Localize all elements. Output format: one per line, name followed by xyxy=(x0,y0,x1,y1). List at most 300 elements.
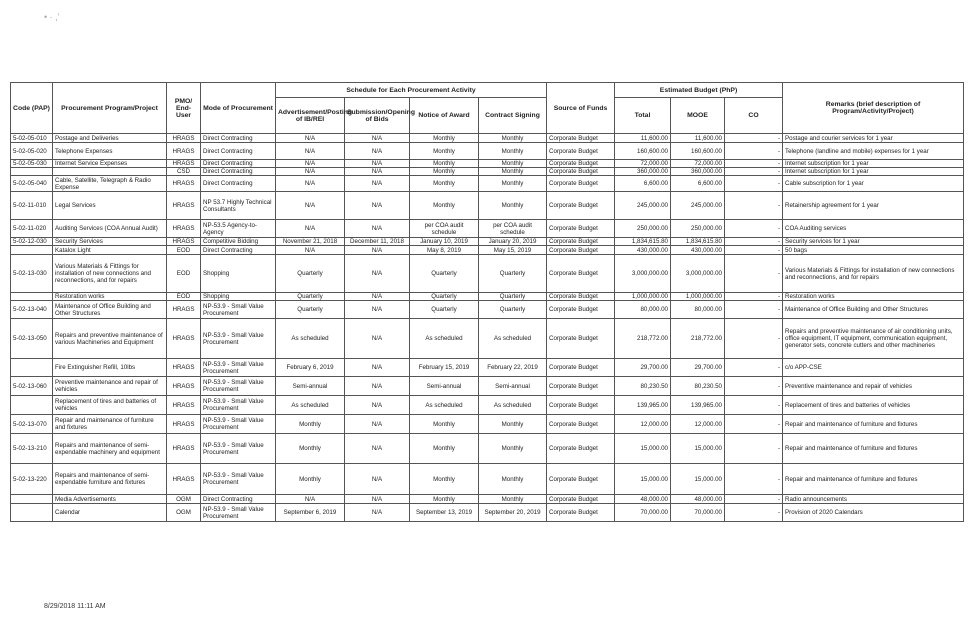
cell-submission-date: N/A xyxy=(345,192,410,220)
cell-mooe-budget: 29,700.00 xyxy=(671,359,725,377)
cell-source-of-funds: Corporate Budget xyxy=(547,434,615,464)
cell-pap-code: 5-02-05-020 xyxy=(11,143,53,160)
cell-pap-code xyxy=(11,246,53,255)
cell-submission-date: N/A xyxy=(345,176,410,192)
cell-remarks: Telephone (landline and mobile) expenses for 1 year xyxy=(783,143,964,160)
cell-mooe-budget: 70,000.00 xyxy=(671,504,725,522)
cell-pap-code: 5-02-05-030 xyxy=(11,160,53,168)
cell-submission-date: N/A xyxy=(345,396,410,415)
cell-source-of-funds: Corporate Budget xyxy=(547,192,615,220)
cell-procurement-mode: NP-53.9 - Small Value Procurement xyxy=(201,504,276,522)
cell-notice-of-award: Monthly xyxy=(410,192,479,220)
cell-procurement-mode: Direct Contracting xyxy=(201,168,276,176)
cell-submission-date: N/A xyxy=(345,220,410,238)
cell-total-budget: 15,000.00 xyxy=(615,464,671,495)
cell-procurement-mode: NP-53.9 - Small Value Procurement xyxy=(201,359,276,377)
cell-procurement-mode: Direct Contracting xyxy=(201,176,276,192)
cell-end-user: HRAGS xyxy=(167,396,201,415)
cell-procurement-mode: Competitive Bidding xyxy=(201,238,276,246)
cell-contract-signing: May 15, 2019 xyxy=(479,246,547,255)
cell-pap-code: 5-02-05-010 xyxy=(11,134,53,143)
cell-contract-signing: As scheduled xyxy=(479,319,547,359)
cell-co-budget: - xyxy=(725,246,783,255)
table-row xyxy=(11,396,964,415)
table-row xyxy=(11,359,964,377)
cell-notice-of-award: Monthly xyxy=(410,495,479,504)
cell-remarks: 50 bags xyxy=(783,246,964,255)
table-row xyxy=(11,301,964,319)
table-row xyxy=(11,434,964,464)
cell-program-name: Replacement of tires and batteries of vehicles xyxy=(53,396,167,415)
cell-pap-code xyxy=(11,495,53,504)
cell-pap-code: 5-02-13-050 xyxy=(11,319,53,359)
cell-remarks: Various Materials & Fittings for installation of new connections and reconnections, and for repairs xyxy=(783,255,964,293)
cell-total-budget: 80,000.00 xyxy=(615,301,671,319)
table-row xyxy=(11,168,964,176)
table-row xyxy=(11,238,964,246)
cell-program-name: Maintenance of Office Building and Other Structures xyxy=(53,301,167,319)
cell-remarks: Radio announcements xyxy=(783,495,964,504)
cell-advertisement-date: Monthly xyxy=(276,434,345,464)
cell-co-budget: - xyxy=(725,238,783,246)
table-row xyxy=(11,176,964,192)
cell-procurement-mode: Shopping xyxy=(201,255,276,293)
cell-submission-date: N/A xyxy=(345,495,410,504)
cell-total-budget: 250,000.00 xyxy=(615,220,671,238)
col-co: CO xyxy=(725,98,783,134)
cell-advertisement-date: November 21, 2018 xyxy=(276,238,345,246)
cell-submission-date: N/A xyxy=(345,255,410,293)
col-pmo: PMO/ End-User xyxy=(167,83,201,134)
cell-co-budget: - xyxy=(725,176,783,192)
cell-total-budget: 1,834,615.80 xyxy=(615,238,671,246)
cell-submission-date: N/A xyxy=(345,464,410,495)
cell-remarks: Postage and courier services for 1 year xyxy=(783,134,964,143)
cell-notice-of-award: Monthly xyxy=(410,134,479,143)
cell-pap-code: 5-02-11-010 xyxy=(11,192,53,220)
cell-notice-of-award: Semi-annual xyxy=(410,377,479,396)
cell-source-of-funds: Corporate Budget xyxy=(547,176,615,192)
cell-program-name: Repair and maintenance of furniture and fixtures xyxy=(53,415,167,434)
cell-advertisement-date: Quarterly xyxy=(276,293,345,301)
cell-procurement-mode: NP-53.9 - Small Value Procurement xyxy=(201,377,276,396)
cell-co-budget: - xyxy=(725,495,783,504)
cell-procurement-mode: Shopping xyxy=(201,293,276,301)
cell-contract-signing: Monthly xyxy=(479,134,547,143)
col-group-schedule: Schedule for Each Procurement Activity xyxy=(276,83,547,98)
cell-notice-of-award: September 13, 2019 xyxy=(410,504,479,522)
col-total: Total xyxy=(615,98,671,134)
cell-end-user: HRAGS xyxy=(167,359,201,377)
cell-advertisement-date: N/A xyxy=(276,192,345,220)
cell-source-of-funds: Corporate Budget xyxy=(547,396,615,415)
cell-end-user: EOD xyxy=(167,255,201,293)
cell-pap-code: 5-02-13-070 xyxy=(11,415,53,434)
cell-procurement-mode: NP-53.9 - Small Value Procurement xyxy=(201,396,276,415)
cell-contract-signing: Monthly xyxy=(479,160,547,168)
cell-advertisement-date: N/A xyxy=(276,220,345,238)
cell-total-budget: 245,000.00 xyxy=(615,192,671,220)
cell-end-user: HRAGS xyxy=(167,134,201,143)
cell-mooe-budget: 11,600.00 xyxy=(671,134,725,143)
cell-pap-code xyxy=(11,504,53,522)
cell-source-of-funds: Corporate Budget xyxy=(547,134,615,143)
cell-source-of-funds: Corporate Budget xyxy=(547,160,615,168)
cell-co-budget: - xyxy=(725,504,783,522)
cell-mooe-budget: 48,000.00 xyxy=(671,495,725,504)
cell-source-of-funds: Corporate Budget xyxy=(547,504,615,522)
cell-remarks: Preventive maintenance and repair of vehicles xyxy=(783,377,964,396)
col-remarks: Remarks (brief description of Program/Activity/Project) xyxy=(783,83,964,134)
cell-end-user: HRAGS xyxy=(167,238,201,246)
cell-submission-date: N/A xyxy=(345,168,410,176)
procurement-table xyxy=(10,82,964,522)
cell-total-budget: 80,230.50 xyxy=(615,377,671,396)
cell-total-budget: 12,000.00 xyxy=(615,415,671,434)
cell-submission-date: N/A xyxy=(345,246,410,255)
cell-pap-code: 5-02-13-060 xyxy=(11,377,53,396)
table-row xyxy=(11,255,964,293)
cell-end-user: HRAGS xyxy=(167,220,201,238)
cell-program-name: Restoration works xyxy=(53,293,167,301)
cell-source-of-funds: Corporate Budget xyxy=(547,168,615,176)
cell-source-of-funds: Corporate Budget xyxy=(547,143,615,160)
cell-program-name: Security Services xyxy=(53,238,167,246)
cell-mooe-budget: 1,000,000.00 xyxy=(671,293,725,301)
table-row xyxy=(11,495,964,504)
cell-program-name: Postage and Deliveries xyxy=(53,134,167,143)
cell-total-budget: 11,600.00 xyxy=(615,134,671,143)
cell-pap-code xyxy=(11,168,53,176)
cell-end-user: HRAGS xyxy=(167,176,201,192)
cell-remarks: Maintenance of Office Building and Other Structures xyxy=(783,301,964,319)
cell-source-of-funds: Corporate Budget xyxy=(547,464,615,495)
col-group-budget: Estimated Budget (PhP) xyxy=(615,83,783,98)
cell-co-budget: - xyxy=(725,192,783,220)
cell-advertisement-date: N/A xyxy=(276,168,345,176)
cell-notice-of-award: Quarterly xyxy=(410,301,479,319)
cell-source-of-funds: Corporate Budget xyxy=(547,220,615,238)
cell-pap-code: 5-02-13-220 xyxy=(11,464,53,495)
col-advertisement: Advertisement/Posting of IB/REI xyxy=(276,98,345,134)
cell-end-user: HRAGS xyxy=(167,301,201,319)
table-row xyxy=(11,415,964,434)
cell-co-budget: - xyxy=(725,220,783,238)
cell-co-budget: - xyxy=(725,396,783,415)
cell-pap-code: 5-02-12-030 xyxy=(11,238,53,246)
cell-submission-date: N/A xyxy=(345,377,410,396)
cell-end-user: HRAGS xyxy=(167,415,201,434)
cell-advertisement-date: Monthly xyxy=(276,415,345,434)
cell-program-name: Katalox Light xyxy=(53,246,167,255)
cell-contract-signing: Quarterly xyxy=(479,293,547,301)
cell-total-budget: 29,700.00 xyxy=(615,359,671,377)
cell-procurement-mode: Direct Contracting xyxy=(201,143,276,160)
cell-contract-signing: September 20, 2019 xyxy=(479,504,547,522)
cell-procurement-mode: NP-53.5 Agency-to-Agency xyxy=(201,220,276,238)
cell-total-budget: 360,000.00 xyxy=(615,168,671,176)
cell-procurement-mode: NP-53.9 - Small Value Procurement xyxy=(201,464,276,495)
cell-remarks: Retainership agreement for 1 year xyxy=(783,192,964,220)
cell-source-of-funds: Corporate Budget xyxy=(547,301,615,319)
cell-contract-signing: Quarterly xyxy=(479,301,547,319)
cell-contract-signing: Semi-annual xyxy=(479,377,547,396)
cell-submission-date: N/A xyxy=(345,359,410,377)
cell-program-name: Various Materials & Fittings for installation of new connections and reconnections, and for repairs xyxy=(53,255,167,293)
cell-program-name: Legal Services xyxy=(53,192,167,220)
cell-co-budget: - xyxy=(725,134,783,143)
cell-notice-of-award: May 8, 2019 xyxy=(410,246,479,255)
cell-mooe-budget: 80,230.50 xyxy=(671,377,725,396)
cell-notice-of-award: Monthly xyxy=(410,143,479,160)
col-contract: Contract Signing xyxy=(479,98,547,134)
cell-mooe-budget: 430,000.00 xyxy=(671,246,725,255)
cell-contract-signing: As scheduled xyxy=(479,396,547,415)
cell-notice-of-award: Monthly xyxy=(410,160,479,168)
cell-notice-of-award: Monthly xyxy=(410,434,479,464)
cell-mooe-budget: 250,000.00 xyxy=(671,220,725,238)
cell-advertisement-date: N/A xyxy=(276,176,345,192)
cell-total-budget: 218,772.00 xyxy=(615,319,671,359)
cell-advertisement-date: N/A xyxy=(276,495,345,504)
cell-contract-signing: per COA audit schedule xyxy=(479,220,547,238)
cell-co-budget: - xyxy=(725,143,783,160)
cell-notice-of-award: As scheduled xyxy=(410,396,479,415)
cell-co-budget: - xyxy=(725,434,783,464)
cell-procurement-mode: NP-53.9 - Small Value Procurement xyxy=(201,434,276,464)
cell-mooe-budget: 1,834,615.80 xyxy=(671,238,725,246)
cell-contract-signing: Monthly xyxy=(479,143,547,160)
cell-mooe-budget: 160,600.00 xyxy=(671,143,725,160)
cell-pap-code: 5-02-13-210 xyxy=(11,434,53,464)
cell-source-of-funds: Corporate Budget xyxy=(547,238,615,246)
cell-advertisement-date: Quarterly xyxy=(276,301,345,319)
cell-pap-code: 5-02-11-020 xyxy=(11,220,53,238)
cell-submission-date: December 11, 2018 xyxy=(345,238,410,246)
cell-advertisement-date: February 6, 2019 xyxy=(276,359,345,377)
cell-remarks: Security services for 1 year xyxy=(783,238,964,246)
cell-notice-of-award: Quarterly xyxy=(410,293,479,301)
cell-source-of-funds: Corporate Budget xyxy=(547,415,615,434)
col-source: Source of Funds xyxy=(547,83,615,134)
cell-pap-code: 5-02-05-040 xyxy=(11,176,53,192)
cell-procurement-mode: Direct Contracting xyxy=(201,160,276,168)
cell-remarks: Repairs and preventive maintenance of air conditioning units, office equipment, IT equipment, communication equipment, generator sets, concrete cutters and other machineries xyxy=(783,319,964,359)
table-row xyxy=(11,160,964,168)
cell-contract-signing: February 22, 2019 xyxy=(479,359,547,377)
cell-mooe-budget: 6,600.00 xyxy=(671,176,725,192)
cell-advertisement-date: N/A xyxy=(276,246,345,255)
print-timestamp: 8/29/2018 11:11 AM xyxy=(44,603,106,610)
cell-total-budget: 72,000.00 xyxy=(615,160,671,168)
cell-contract-signing: January 20, 2019 xyxy=(479,238,547,246)
cell-advertisement-date: As scheduled xyxy=(276,396,345,415)
cell-remarks: Provision of 2020 Calendars xyxy=(783,504,964,522)
cell-submission-date: N/A xyxy=(345,160,410,168)
cell-end-user: OGM xyxy=(167,504,201,522)
cell-contract-signing: Quarterly xyxy=(479,255,547,293)
cell-mooe-budget: 360,000.00 xyxy=(671,168,725,176)
cell-co-budget: - xyxy=(725,301,783,319)
cell-contract-signing: Monthly xyxy=(479,176,547,192)
table-row xyxy=(11,220,964,238)
table-row xyxy=(11,377,964,396)
cell-total-budget: 430,000.00 xyxy=(615,246,671,255)
cell-contract-signing: Monthly xyxy=(479,495,547,504)
cell-remarks: Internet subscription for 1 year xyxy=(783,160,964,168)
cell-pap-code xyxy=(11,396,53,415)
cell-advertisement-date: Monthly xyxy=(276,464,345,495)
cell-pap-code: 5-02-13-040 xyxy=(11,301,53,319)
cell-advertisement-date: N/A xyxy=(276,160,345,168)
cell-co-budget: - xyxy=(725,168,783,176)
table-row xyxy=(11,246,964,255)
cell-co-budget: - xyxy=(725,359,783,377)
cell-program-name: Repairs and preventive maintenance of various Machineries and Equipment xyxy=(53,319,167,359)
cell-mooe-budget: 15,000.00 xyxy=(671,434,725,464)
cell-end-user: OGM xyxy=(167,495,201,504)
cell-end-user: HRAGS xyxy=(167,160,201,168)
table-row xyxy=(11,134,964,143)
cell-notice-of-award: Monthly xyxy=(410,176,479,192)
cell-co-budget: - xyxy=(725,415,783,434)
cell-end-user: EOD xyxy=(167,293,201,301)
cell-program-name: Repairs and maintenance of semi-expendable machinery and equipment xyxy=(53,434,167,464)
cell-pap-code xyxy=(11,293,53,301)
cell-notice-of-award: Monthly xyxy=(410,168,479,176)
cell-procurement-mode: NP-53.9 - Small Value Procurement xyxy=(201,415,276,434)
cell-pap-code xyxy=(11,359,53,377)
procurement-rows xyxy=(11,134,964,522)
cell-contract-signing: Monthly xyxy=(479,168,547,176)
cell-program-name: Repairs and maintenance of semi-expendable furniture and fixtures xyxy=(53,464,167,495)
cell-total-budget: 3,000,000.00 xyxy=(615,255,671,293)
cell-end-user: HRAGS xyxy=(167,319,201,359)
cell-co-budget: - xyxy=(725,464,783,495)
table-row xyxy=(11,464,964,495)
cell-remarks: Cable subscription for 1 year xyxy=(783,176,964,192)
col-program: Procurement Program/Project xyxy=(53,83,167,134)
cell-submission-date: N/A xyxy=(345,504,410,522)
cell-end-user: HRAGS xyxy=(167,143,201,160)
cell-mooe-budget: 245,000.00 xyxy=(671,192,725,220)
cell-source-of-funds: Corporate Budget xyxy=(547,359,615,377)
cell-co-budget: - xyxy=(725,377,783,396)
cell-advertisement-date: September 6, 2019 xyxy=(276,504,345,522)
cell-advertisement-date: As scheduled xyxy=(276,319,345,359)
cell-end-user: CSD xyxy=(167,168,201,176)
cell-procurement-mode: Direct Contracting xyxy=(201,246,276,255)
cell-source-of-funds: Corporate Budget xyxy=(547,255,615,293)
cell-program-name: Fire Extinguisher Refill, 10lbs xyxy=(53,359,167,377)
cell-total-budget: 6,600.00 xyxy=(615,176,671,192)
cell-end-user: HRAGS xyxy=(167,377,201,396)
cell-end-user: HRAGS xyxy=(167,464,201,495)
cell-program-name: Calendar xyxy=(53,504,167,522)
cell-program-name: Preventive maintenance and repair of vehicles xyxy=(53,377,167,396)
cell-co-budget: - xyxy=(725,319,783,359)
cell-end-user: EOD xyxy=(167,246,201,255)
cell-source-of-funds: Corporate Budget xyxy=(547,246,615,255)
cell-procurement-mode: NP-53.9 - Small Value Procurement xyxy=(201,319,276,359)
cell-end-user: HRAGS xyxy=(167,192,201,220)
cell-pap-code: 5-02-13-030 xyxy=(11,255,53,293)
cell-remarks: Restoration works xyxy=(783,293,964,301)
cell-notice-of-award: Monthly xyxy=(410,464,479,495)
cell-mooe-budget: 72,000.00 xyxy=(671,160,725,168)
cell-program-name: Auditing Services (COA Annual Audit) xyxy=(53,220,167,238)
cell-remarks: Replacement of tires and batteries of vehicles xyxy=(783,396,964,415)
cell-remarks: Repair and maintenance of furniture and fixtures xyxy=(783,464,964,495)
cell-total-budget: 15,000.00 xyxy=(615,434,671,464)
cell-program-name xyxy=(53,168,167,176)
table-row xyxy=(11,143,964,160)
cell-advertisement-date: N/A xyxy=(276,134,345,143)
cell-notice-of-award: per COA audit schedule xyxy=(410,220,479,238)
scan-mark: • · ,' xyxy=(44,12,60,22)
cell-remarks: c/o APP-CSE xyxy=(783,359,964,377)
cell-mooe-budget: 218,772.00 xyxy=(671,319,725,359)
cell-total-budget: 1,000,000.00 xyxy=(615,293,671,301)
cell-total-budget: 160,600.00 xyxy=(615,143,671,160)
cell-notice-of-award: Monthly xyxy=(410,415,479,434)
cell-submission-date: N/A xyxy=(345,319,410,359)
cell-advertisement-date: N/A xyxy=(276,143,345,160)
cell-contract-signing: Monthly xyxy=(479,434,547,464)
cell-co-budget: - xyxy=(725,160,783,168)
cell-program-name: Internet Service Expenses xyxy=(53,160,167,168)
cell-notice-of-award: February 15, 2019 xyxy=(410,359,479,377)
cell-contract-signing: Monthly xyxy=(479,192,547,220)
cell-program-name: Cable, Satellite, Telegraph & Radio Expense xyxy=(53,176,167,192)
col-notice: Notice of Award xyxy=(410,98,479,134)
cell-submission-date: N/A xyxy=(345,293,410,301)
cell-mooe-budget: 12,000.00 xyxy=(671,415,725,434)
cell-source-of-funds: Corporate Budget xyxy=(547,495,615,504)
cell-remarks: Repair and maintenance of furniture and fixtures xyxy=(783,434,964,464)
cell-source-of-funds: Corporate Budget xyxy=(547,377,615,396)
col-submission: Submission/Opening of Bids xyxy=(345,98,410,134)
cell-source-of-funds: Corporate Budget xyxy=(547,319,615,359)
cell-remarks: Internet subscription for 1 year xyxy=(783,168,964,176)
cell-contract-signing: Monthly xyxy=(479,415,547,434)
col-mode: Mode of Procurement xyxy=(201,83,276,134)
cell-procurement-mode: Direct Contracting xyxy=(201,134,276,143)
cell-total-budget: 70,000.00 xyxy=(615,504,671,522)
cell-co-budget: - xyxy=(725,293,783,301)
cell-procurement-mode: NP-53.9 - Small Value Procurement xyxy=(201,301,276,319)
cell-submission-date: N/A xyxy=(345,415,410,434)
col-code: Code (PAP) xyxy=(11,83,53,134)
cell-total-budget: 48,000.00 xyxy=(615,495,671,504)
cell-advertisement-date: Quarterly xyxy=(276,255,345,293)
cell-submission-date: N/A xyxy=(345,434,410,464)
cell-total-budget: 139,965.00 xyxy=(615,396,671,415)
table-row xyxy=(11,293,964,301)
cell-submission-date: N/A xyxy=(345,143,410,160)
cell-mooe-budget: 15,000.00 xyxy=(671,464,725,495)
cell-program-name: Media Advertisements xyxy=(53,495,167,504)
table-row xyxy=(11,192,964,220)
table-row xyxy=(11,319,964,359)
cell-mooe-budget: 139,965.00 xyxy=(671,396,725,415)
cell-remarks: Repair and maintenance of furniture and fixtures xyxy=(783,415,964,434)
cell-mooe-budget: 80,000.00 xyxy=(671,301,725,319)
cell-notice-of-award: January 10, 2019 xyxy=(410,238,479,246)
cell-submission-date: N/A xyxy=(345,134,410,143)
cell-end-user: HRAGS xyxy=(167,434,201,464)
cell-notice-of-award: Quarterly xyxy=(410,255,479,293)
